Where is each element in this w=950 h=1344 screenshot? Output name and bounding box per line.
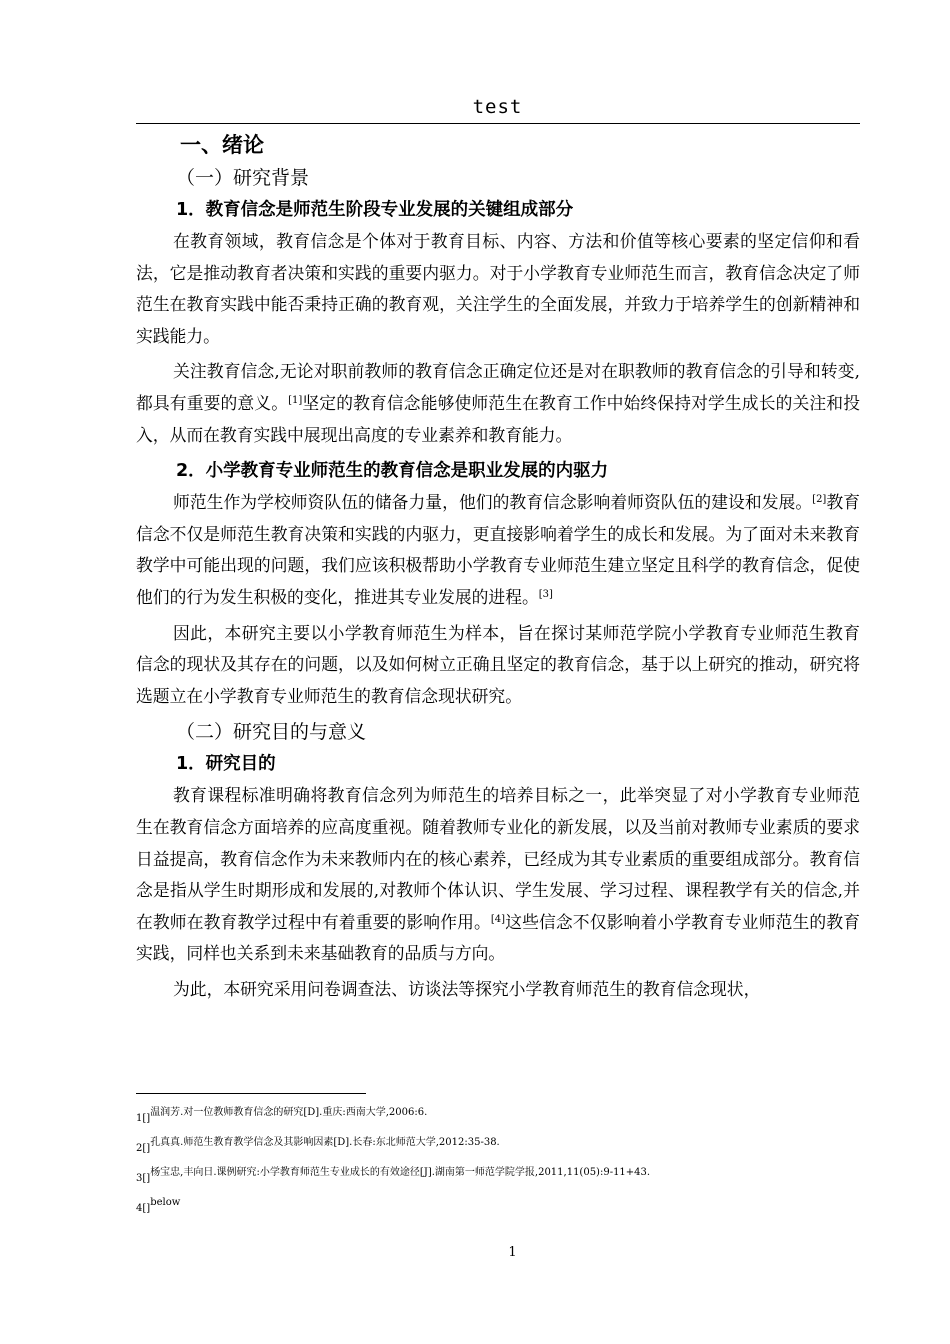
paragraph: 在教育领域，教育信念是个体对于教育目标、内容、方法和价值等核心要素的坚定信仰和看法，它是推动教育者决策和实践的重要内驱力。对于小学教育专业师范生而言，教育信念决定了师范生在教育实践中能否秉持正确的教育观，关注学生的全面发展，并致力于培养学生的创新精神和实践能力。 [136,231,860,346]
header-rule [136,123,860,124]
paragraph-text: 这些信念不仅影响着小学教育专业师范生的教育实践，同样也关系到未来基础教育的品质与方向。 [136,911,860,964]
subsection-heading-2: 2．小学教育专业师范生的教育信念是职业发展的内驱力 [176,461,609,482]
citation-ref: [4] [490,913,506,925]
page-body [136,128,860,1009]
footnote-text: below [150,1197,181,1208]
paragraph-text: 师范生作为学校师资队伍的储备力量，他们的教育信念影响着师资队伍的建设和发展。 [173,492,813,513]
footnote-text: 温润芳.对一位教师教育信念的研究[D].重庆:西南大学,2006:6. [150,1107,428,1118]
paragraph [136,487,860,613]
footnote-mark: [] [142,1173,151,1184]
footnote-separator [136,1093,366,1094]
subsection-heading-3: 1．研究目的 [176,754,276,775]
paragraph [136,356,860,451]
footnote-mark: [] [142,1203,151,1214]
paragraph: 为此，本研究采用问卷调查法、访谈法等探究小学教育师范生的教育信念现状， [173,978,761,999]
footnote [136,1133,860,1163]
paragraph-text: 坚定的教育信念能够使师范生在教育工作中始终保持对学生成长的关注和投入，从而在教育实践中展现出高度的专业素养和教育能力。 [136,392,860,445]
citation-ref: [1] [288,394,303,406]
paragraph-text: 关注教育信念,无论对职前教师的教育信念正确定位还是对在职教师的教育信念的引导和转变,都具有重要的意义。 [136,361,860,413]
footnote [136,1163,860,1193]
paragraph: 因此，本研究主要以小学教育师范生为样本，旨在探讨某师范学院小学教育专业师范生教育信念的现状及其存在的问题，以及如何树立正确且坚定的教育信念，基于以上研究的推动，研究将选题立在小学教育专业师范生的教育信念现状研究。 [136,622,860,706]
section-heading-background: （一）研究背景 [176,167,310,189]
footnote-mark: [] [142,1143,151,1154]
footnote [136,1193,860,1223]
section-heading-purpose: （二）研究目的与意义 [176,721,367,744]
citation-ref: [3] [538,588,553,600]
paragraph-text: 教育信念不仅是师范生教育决策和实践的内驱力，更直接影响着学生的成长和发展。为了面对未来教育教学中可能出现的问题，我们应该积极帮助小学教育专业师范生建立坚定且科学的教育信念，促使他们的行为发生积极的变化，推进其专业发展的进程。 [136,492,860,607]
chapter-heading: 一、绪论 [180,133,264,157]
paragraph [136,780,860,970]
footnote-mark: [] [142,1113,151,1124]
footnote-number: 1 [136,1113,143,1124]
footnotes [136,1103,860,1223]
footnote-text: 孔真真.师范生教育教学信念及其影响因素[D].长春:东北师范大学,2012:35-38. [150,1137,500,1148]
footnote-number: 4 [136,1203,143,1214]
footnote-number: 3 [136,1173,143,1184]
page-header: test [472,96,523,118]
footnote-text: 杨宝忠,丰向日.课例研究:小学教育师范生专业成长的有效途径[J].湖南第一师范学院学报,2011,11(05):9-11+43. [150,1167,651,1178]
subsection-heading-1: 1．教育信念是师范生阶段专业发展的关键组成部分 [176,200,574,220]
citation-ref: [2] [812,494,827,506]
paragraph-text: 教育课程标准明确将教育信念列为师范生的培养目标之一，此举突显了对小学教育专业师范生在教育信念方面培养的应高度重视。随着教师专业化的新发展，以及当前对教师专业素质的要求日益提高，教育信念作为未来教师内在的核心素养，已经成为其专业素质的重要组成部分。教育信念是指从学生时期形成和发展的,对教师个体认识、学生发展、学习过程、课程教学有关的信念,并在教师在教育教学过程中有着重要的影响作用。 [136,785,860,932]
footnote-number: 2 [136,1143,143,1154]
page-number: 1 [508,1245,517,1260]
footnote [136,1103,860,1133]
